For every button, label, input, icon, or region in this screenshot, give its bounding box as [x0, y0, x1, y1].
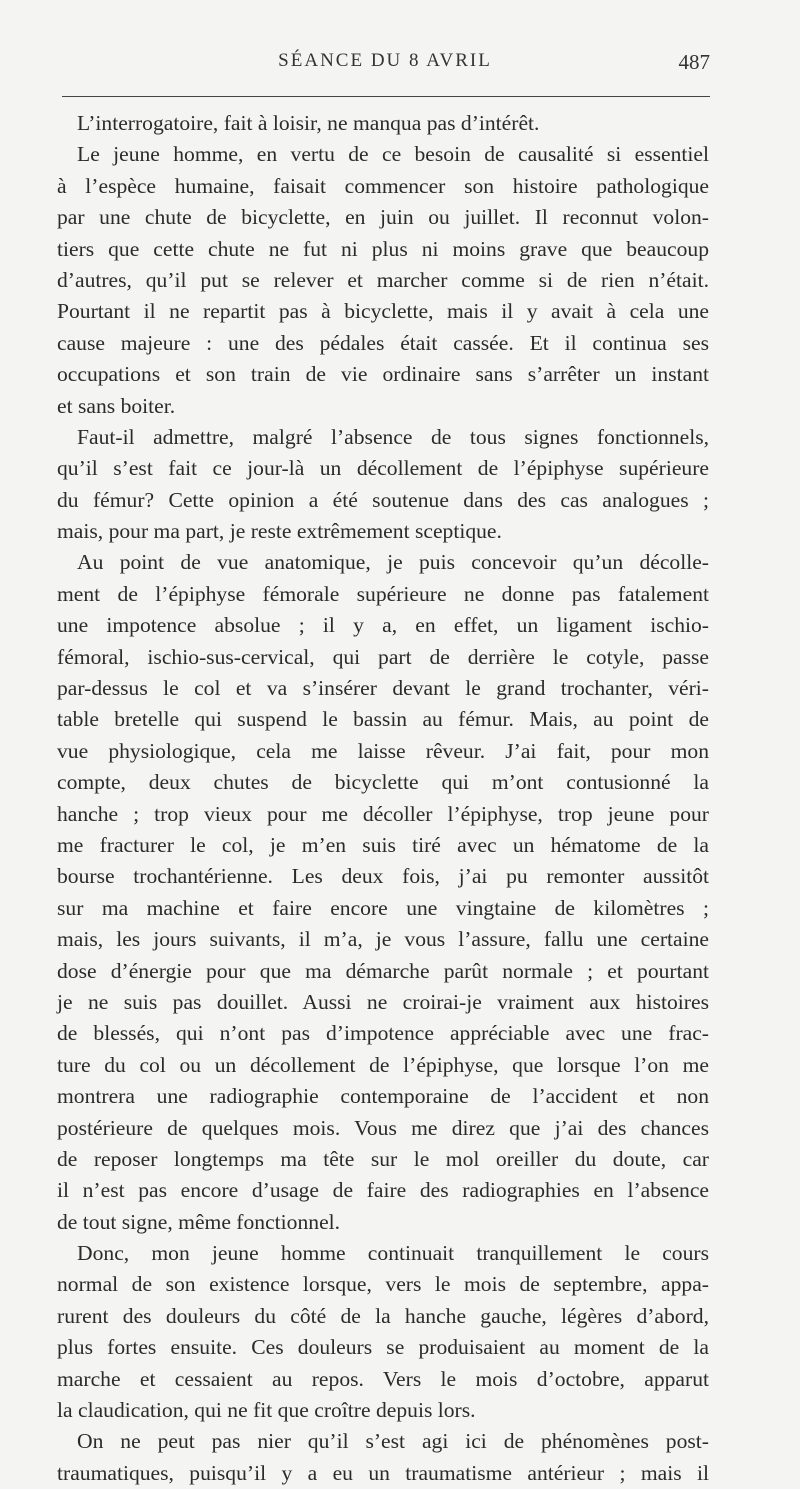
text-line: ture du col ou un décollement de l’épiphyse, que lorsque l’on me — [57, 1052, 709, 1077]
text-line: du fémur? Cette opinion a été soutenue dans des cas analogues ; — [57, 487, 709, 512]
text-line: une impotence absolue ; il y a, en effet, un ligament ischio- — [57, 613, 709, 638]
text-line: traumatiques, puisqu’il y a eu un traumatisme antérieur ; mais il — [57, 1460, 709, 1485]
text-line: bourse trochantérienne. Les deux fois, j’ai pu remonter aussitôt — [57, 864, 709, 889]
text-line: je ne suis pas douillet. Aussi ne croirai-je vraiment aux histoires — [57, 989, 709, 1014]
text-line: de reposer longtemps ma tête sur le mol oreiller du doute, car — [57, 1146, 709, 1171]
text-line: table bretelle qui suspend le bassin au fémur. Mais, au point de — [57, 707, 709, 732]
text-line: sur ma machine et faire encore une vingtaine de kilomètres ; — [57, 895, 709, 920]
text-line: à l’espèce humaine, faisait commencer son histoire pathologique — [57, 173, 709, 198]
text-line: Pourtant il ne repartit pas à bicyclette, mais il y avait à cela une — [57, 299, 709, 324]
text-line: fémoral, ischio-sus-cervical, qui part de derrière le cotyle, passe — [57, 644, 709, 669]
text-line: ment de l’épiphyse fémorale supérieure ne donne pas fatalement — [57, 581, 709, 606]
text-line: par une chute de bicyclette, en juin ou juillet. Il reconnut volon- — [57, 205, 709, 230]
text-line: postérieure de quelques mois. Vous me direz que j’ai des chances — [57, 1115, 709, 1140]
text-line: me fracturer le col, je m’en suis tiré avec un hématome de la — [57, 832, 709, 857]
text-line: L’interrogatoire, fait à loisir, ne manqua pas d’intérêt. — [77, 111, 540, 135]
text-line: vue physiologique, cela me laisse rêveur. J’ai fait, pour mon — [57, 738, 709, 763]
text-line: la claudication, qui ne fit que croître depuis lors. — [57, 1398, 476, 1423]
text-line: qu’il s’est fait ce jour-là un décollement de l’épiphyse supérieure — [57, 456, 709, 481]
text-line: de blessés, qui n’ont pas d’impotence appréciable avec une frac- — [57, 1021, 709, 1046]
text-line: il n’est pas encore d’usage de faire des radiographies en l’absence — [57, 1178, 709, 1203]
text-line: Donc, mon jeune homme continuait tranquillement le cours — [77, 1241, 709, 1266]
text-line: compte, deux chutes de bicyclette qui m’ont contusionné la — [57, 770, 709, 795]
text-line: Faut-il admettre, malgré l’absence de tous signes fonctionnels, — [77, 424, 709, 449]
header-rule — [62, 96, 710, 97]
text-line: de tout signe, même fonctionnel. — [57, 1209, 341, 1234]
text-line: d’autres, qu’il put se relever et marcher comme si de rien n’était. — [57, 267, 709, 292]
text-line: normal de son existence lorsque, vers le mois de septembre, appa- — [57, 1272, 709, 1297]
page-header — [60, 50, 710, 80]
text-line: occupations et son train de vie ordinaire sans s’arrêter un instant — [57, 362, 709, 387]
text-line: mais, pour ma part, je reste extrêmement sceptique. — [57, 519, 502, 544]
text-line: Au point de vue anatomique, je puis concevoir qu’un décolle- — [77, 550, 709, 575]
page-number: 487 — [678, 50, 710, 74]
text-line: Le jeune homme, en vertu de ce besoin de causalité si essentiel — [77, 142, 709, 167]
text-line: hanche ; trop vieux pour me décoller l’épiphyse, trop jeune pour — [57, 801, 709, 826]
text-line: montrera une radiographie contemporaine de l’accident et non — [57, 1084, 709, 1109]
text-line: rurent des douleurs du côté de la hanche gauche, légères d’abord, — [57, 1303, 709, 1328]
text-line: tiers que cette chute ne fut ni plus ni moins grave que beaucoup — [57, 236, 709, 261]
body-text — [57, 108, 709, 1489]
text-line: On ne peut pas nier qu’il s’est agi ici de phénomènes post- — [77, 1429, 709, 1454]
text-line: et sans boiter. — [57, 393, 176, 418]
text-line: cause majeure : une des pédales était cassée. Et il continua ses — [57, 330, 709, 355]
text-line: plus fortes ensuite. Ces douleurs se produisaient au moment de la — [57, 1335, 709, 1360]
text-line: par-dessus le col et va s’insérer devant le grand trochanter, véri- — [57, 676, 709, 701]
text-line: dose d’énergie pour que ma démarche parût normale ; et pourtant — [57, 958, 709, 983]
text-line: marche et cessaient au repos. Vers le mois d’octobre, apparut — [57, 1366, 709, 1391]
text-line: mais, les jours suivants, il m’a, je vous l’assure, fallu une certaine — [57, 927, 709, 952]
running-title: SÉANCE DU 8 AVRIL — [278, 50, 492, 71]
